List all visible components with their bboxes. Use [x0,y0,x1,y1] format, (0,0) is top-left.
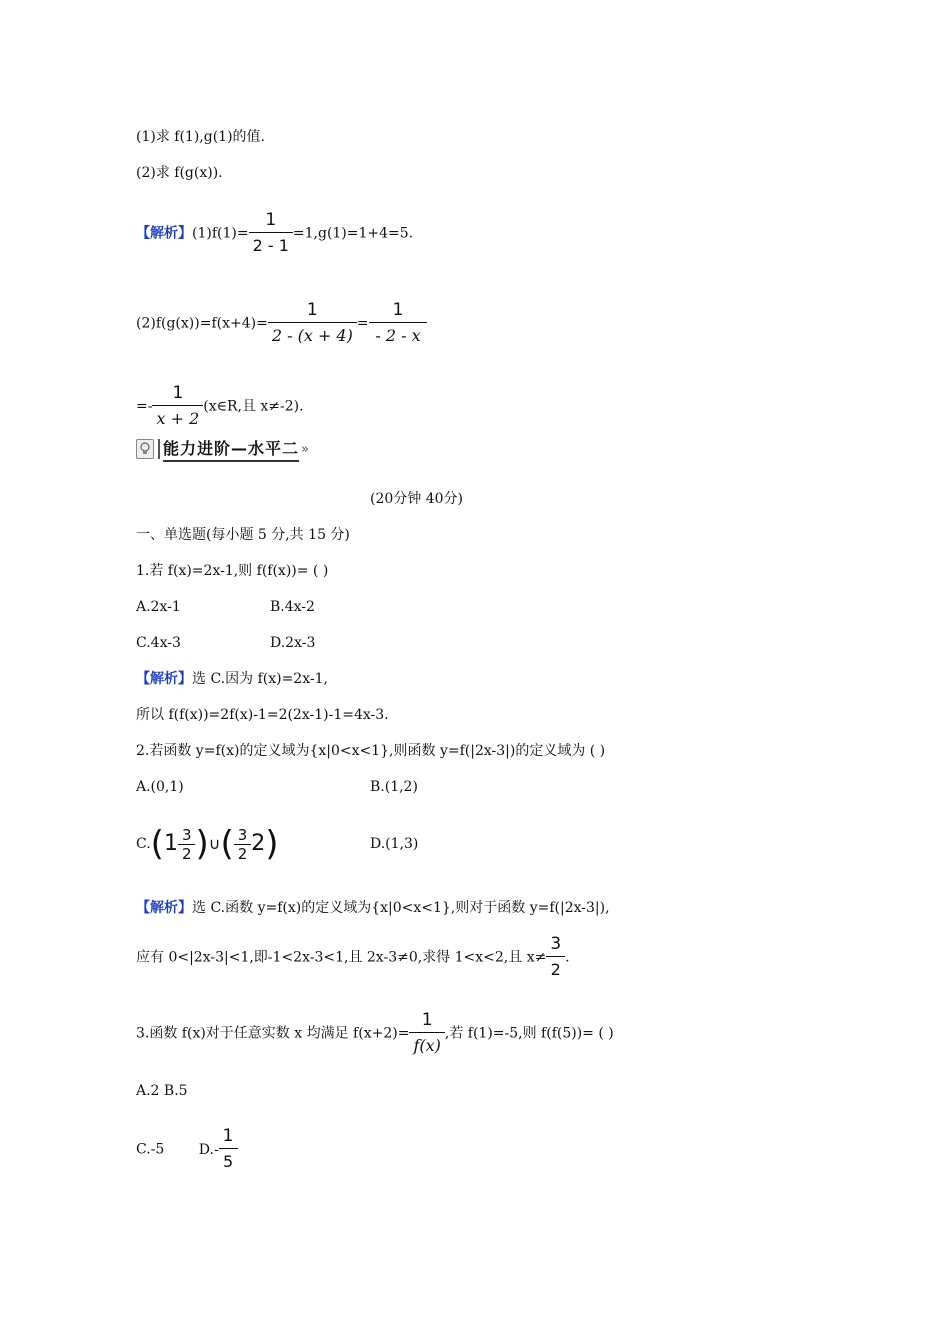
fraction-numerator: 1 [369,298,428,323]
question-part-2: (2)求 f(g(x)). [136,165,223,181]
right-paren: ) [195,824,209,864]
interval-end: 2 [251,831,266,856]
stem-text: 3.函数 f(x)对于任意实数 x 均满足 f(x+2)= [136,1025,410,1042]
section-divider [158,439,160,459]
analysis-label: 【解析】 [136,671,192,687]
question-3-options-ab[interactable]: A.2 B.5 [136,1083,188,1099]
part-heading: 一、单选题(每小题 5 分,共 15 分) [136,527,350,543]
fraction-denominator: 2 - (x + 4) [271,326,353,345]
fraction-denominator: - 2 - x [375,326,421,345]
fraction [249,208,293,259]
analysis-label: 【解析】 [136,900,192,916]
question-1-stem: 1.若 f(x)=2x-1,则 f(f(x))= ( ) [136,563,329,579]
question-2-stem: 2.若函数 y=f(x)的定义域为{x|0<x<1},则函数 y=f(|2x-3|)的定义域为 ( ) [136,743,606,759]
question-2-analysis [136,898,610,918]
double-arrow-icon: » [301,441,309,457]
solution-line-1 [136,208,413,259]
fraction-denominator: 5 [222,1152,234,1171]
question-1-analysis-2: 所以 f(f(x))=2f(x)-1=2(2x-1)-1=4x-3. [136,707,389,723]
analysis-label: 【解析】 [136,225,192,242]
solution-line-2 [136,298,427,349]
option-b[interactable]: B.4x-2 [270,599,315,615]
option-c[interactable]: C.-5 [136,1141,165,1158]
interval-start: 1 [163,831,178,856]
fraction [234,826,252,863]
analysis-text: . [565,949,570,966]
fraction-numerator: 1 [219,1124,238,1149]
option-d[interactable]: D.(1,3) [370,836,419,852]
question-1-options-cd [136,633,316,653]
fraction-numerator: 1 [249,208,293,233]
fraction [152,381,203,432]
fraction-denominator: f(x) [413,1036,441,1055]
question-3-options-cd [136,1124,238,1175]
fraction [546,932,565,983]
fraction-numerator: 3 [181,825,192,844]
fraction-numerator: 3 [237,825,248,844]
question-1-analysis [136,669,328,689]
question-3-stem [136,1008,614,1059]
union-symbol: ∪ [208,834,221,853]
fraction-numerator: 3 [546,932,565,957]
solution-text: =1,g(1)=1+4=5. [292,225,414,242]
solution-text: (1)f(1)= [192,225,249,242]
option-c[interactable] [136,824,279,864]
left-paren: ( [220,824,234,864]
fraction-numerator: 1 [268,298,357,323]
option-a[interactable]: A.2x-1 [136,599,181,615]
section-header [136,436,309,462]
analysis-text: 选 C.函数 y=f(x)的定义域为{x|0<x<1},则对于函数 y=f(|2x-3|), [192,900,610,916]
fraction-denominator: 2 [234,844,252,863]
option-d[interactable]: D.2x-3 [270,635,316,651]
stem-text: ,若 f(1)=-5,则 f(f(5))= ( ) [444,1025,614,1042]
option-label: D.- [198,1141,219,1158]
analysis-text: 选 C.因为 f(x)=2x-1, [192,671,328,687]
left-paren: ( [150,824,164,864]
fraction-numerator: 1 [409,1008,444,1033]
question-1-options-ab [136,597,315,617]
solution-text: = [356,315,369,332]
question-2-options-ab [136,777,418,797]
fraction-denominator: 2 - 1 [252,236,289,255]
fraction [369,298,428,349]
fraction-denominator: 2 [550,960,561,979]
solution-line-3 [136,381,304,432]
question-2-analysis-2 [136,932,570,983]
option-d[interactable] [198,1126,238,1171]
timing: (20分钟 40分) [370,491,464,507]
option-a[interactable]: A.(0,1) [136,779,184,795]
option-label: C. [136,836,151,852]
fraction [219,1124,238,1175]
solution-text: (2)f(g(x))=f(x+4)= [136,315,268,332]
fraction-denominator: x + 2 [156,409,200,428]
fraction [409,1008,444,1059]
option-c[interactable]: C.4x-3 [136,635,181,651]
analysis-text: 应有 0<|2x-3|<1,即-1<2x-3<1,且 2x-3≠0,求得 1<x<2,且 x≠ [136,949,547,966]
question-2-options-cd [136,822,419,866]
fraction-denominator: 2 [178,844,196,863]
solution-text: =- [136,398,153,415]
solution-text: (x∈R,且 x≠-2). [203,398,304,415]
fraction [178,826,196,863]
option-b[interactable]: B.(1,2) [370,779,418,795]
section-title: 能力进阶—水平二 [163,436,299,462]
lightbulb-icon [136,439,154,459]
right-paren: ) [265,824,279,864]
fraction-numerator: 1 [152,381,203,406]
fraction [268,298,357,349]
question-part-1: (1)求 f(1),g(1)的值. [136,129,265,145]
